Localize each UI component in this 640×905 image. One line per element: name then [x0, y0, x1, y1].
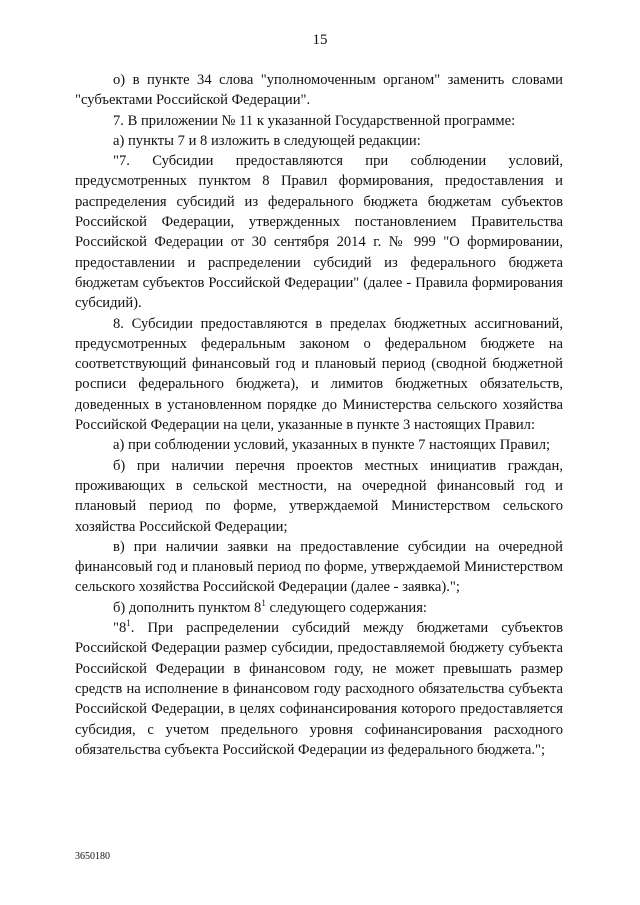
- paragraph-item-o: о) в пункте 34 слова "уполномоченным органом" заменить словами "субъектами Российской Федерации".: [75, 72, 563, 109]
- paragraph-subitem-a: а) при соблюдении условий, указанных в пункте 7 настоящих Правил;: [113, 437, 551, 454]
- paragraph-point-7: "7. Субсидии предоставляются при соблюдении условий, предусмотренных пунктом 8 Правил формирования, предоставления и распределения субсидий из федерального бюджета бюджетам субъектов Российской Федерации, утвержденных постановлением Правительства Российской Федерации от 30 сентября 2014 г. № 999 "О формировании, предоставлении и распределении субсидий из федерального бюджета бюджетам субъектов Российской Федерации" (далее - Правила формирования субсидий).: [75, 153, 563, 312]
- paragraph-point-8: 8. Субсидии предоставляются в пределах бюджетных ассигнований, предусмотренных федеральным законом о федеральном бюджете на соответствующий финансовый год и плановый период (сводной бюджетной росписи федерального бюджета), и лимитов бюджетных обязательств, доведенных в установленном порядке до Министерства сельского хозяйства Российской Федерации на цели, указанные в пункте 3 настоящих Правил:: [75, 315, 563, 434]
- paragraph-point-8-1-start: "8: [113, 620, 127, 637]
- paragraph-subitem-v: в) при наличии заявки на предоставление субсидии на очередной финансовый год и плановый период по форме, утверждаемой Министерством сельского хозяйства Российской Федерации (далее - заявка).";: [75, 538, 563, 596]
- paragraph-item-b: [75, 598, 563, 618]
- paragraph-point-8-1-text: . При распределении субсидий между бюджетами субъектов Российской Федерации размер субсидии, предоставляемой бюджету субъекта Российской Федерации в финансовом году, не может превышать размер средств на исполнение в финансовом году расходного обязательства субъекта Российской Федерации, в целях софинансирования которого предоставляется субсидия, с учетом предельного уровня софинансирования расходного обязательства субъекта Российской Федерации из федерального бюджета.";: [75, 620, 563, 758]
- paragraph-section-7: 7. В приложении № 11 к указанной Государственной программе:: [113, 112, 516, 129]
- paragraph-point-8-1: [75, 618, 563, 760]
- superscript: 1: [126, 618, 131, 629]
- page-number: 15: [312, 32, 328, 48]
- document-id: 3650180: [75, 851, 110, 862]
- paragraph-item-a: а) пункты 7 и 8 изложить в следующей редакции:: [113, 132, 421, 149]
- superscript: 1: [261, 597, 266, 608]
- document-body: [75, 70, 563, 760]
- paragraph-item-b-text: б) дополнить пунктом 8: [113, 599, 262, 616]
- paragraph-item-b-text-end: следующего содержания:: [265, 599, 427, 616]
- paragraph-subitem-b: б) при наличии перечня проектов местных инициатив граждан, проживающих в сельской местности, на очередной финансовый год и плановый период по форме, утверждаемой Министерством сельского хозяйства Российской Федерации;: [75, 457, 563, 535]
